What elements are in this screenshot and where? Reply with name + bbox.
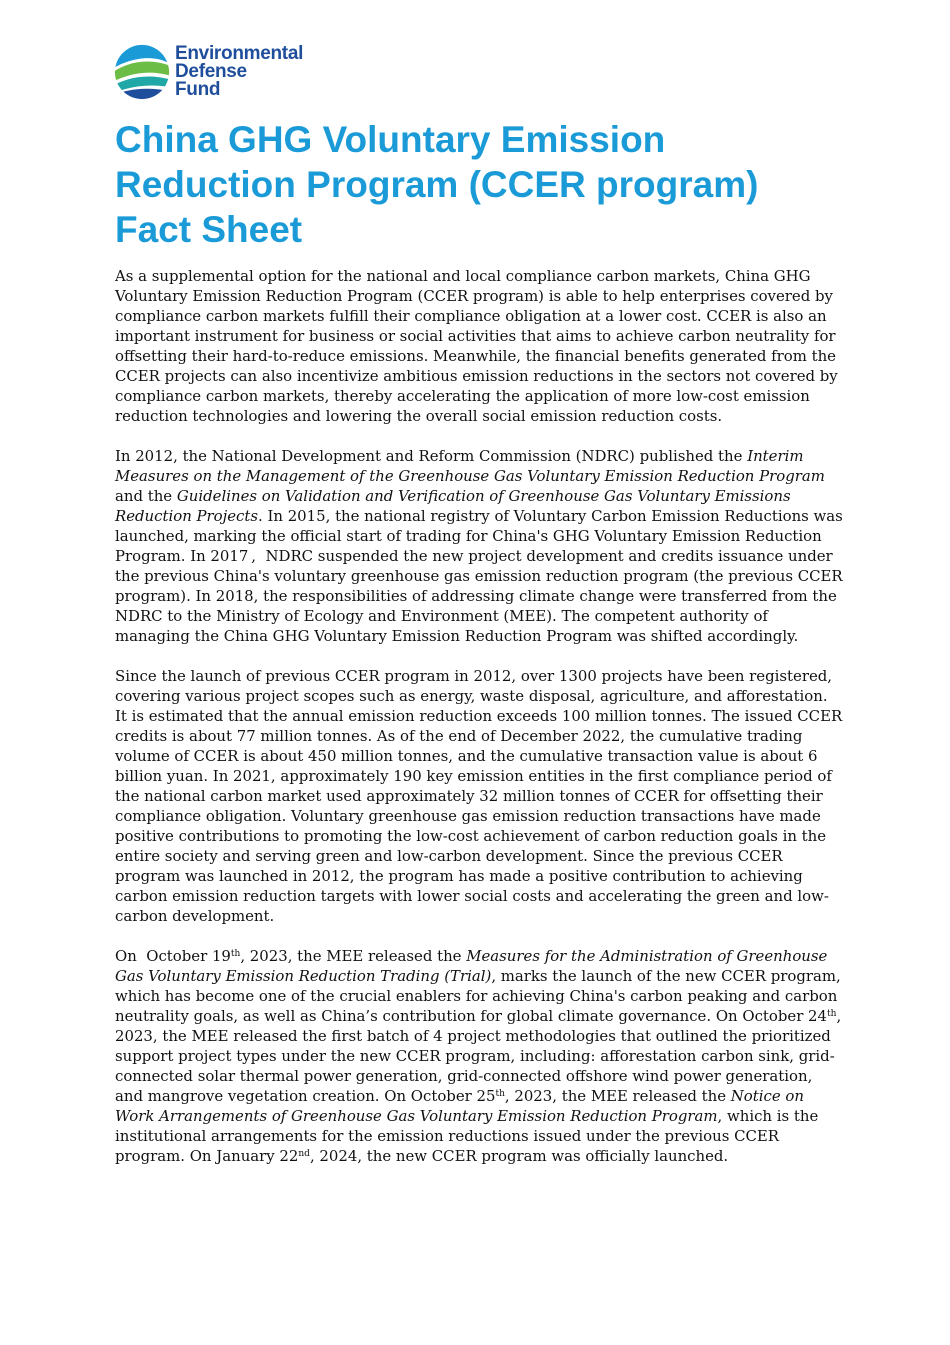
- title-line-3: Fact Sheet: [115, 209, 303, 250]
- p2-doc-title-guidelines: Guidelines on Validation and Verification of Greenhouse Gas Voluntary Emissions Reduction Projects: [115, 487, 791, 525]
- p4-sup-2: th: [827, 1009, 837, 1019]
- logo-line-2: Defense: [175, 61, 247, 82]
- paragraph-statistics: Since the launch of previous CCER program in 2012, over 1300 projects have been registered, covering various project scopes such as energy, waste disposal, agriculture, and afforestation. It is estimated that the annual emission reduction exceeds 100 million tonnes. The issued CCER credits is about 77 million tonnes. As of the end of December 2022, the cumulative trading volume of CCER is about 450 million tonnes, and the cumulative transaction value is about 6 billion yuan. In 2021, approximately 190 key emission entities in the first compliance period of the national carbon market used approximately 32 million tonnes of CCER for offsetting their compliance obligation. Voluntary greenhouse gas emission reduction transactions have made positive contributions to promoting the low-cost achievement of carbon reduction goals in the entire society and serving green and low-carbon development. Since the previous CCER program was launched in 2012, the program has made a positive contribution to achieving carbon emission reduction targets with lower social costs and accelerating the green and low-carbon development.: [115, 667, 843, 925]
- page-title: [115, 117, 875, 252]
- p4-sup-4: nd: [298, 1149, 310, 1159]
- paragraph-new-program: [115, 946, 843, 1166]
- logo-line-3: Fund: [175, 79, 221, 100]
- p4-text-a: On October 19: [115, 947, 231, 965]
- p4-doc-title-measures: Measures for the Administration of Greenhouse Gas Voluntary Emission Reduction Trading (Trial): [115, 947, 828, 985]
- p4-text-b: , 2023, the MEE released the: [240, 947, 467, 965]
- paragraph-intro: As a supplemental option for the national and local compliance carbon markets, China GHG Voluntary Emission Reduction Program (CCER program) is able to help enterprises covered by compliance carbon markets fulfill their compliance obligation at a lower cost. CCER is also an important instrument for business or social activities that aims to achieve carbon neutrality for offsetting their hard-to-reduce emissions. Meanwhile, the financial benefits generated from the CCER projects can also incentivize ambitious emission reductions in the sectors not covered by compliance carbon markets, thereby accelerating the application of more low-cost emission reduction technologies and lowering the overall social emission reduction costs.: [115, 267, 838, 425]
- p4-sup-3: th: [495, 1089, 505, 1099]
- title-line-2: Reduction Program (CCER program): [115, 164, 759, 205]
- paragraph-history: [115, 446, 843, 646]
- p4-text-d: , marks the launch of the new CCER program, which has become one of the crucial enablers for achieving China's carbon peaking and carbon neutrality goals, as well as China’s contribution for global climate governance. On October 24: [115, 967, 841, 1025]
- p4-text-f: , 2023, the MEE released the: [504, 1087, 731, 1105]
- p2-text-c: and the: [115, 487, 177, 505]
- p2-doc-title-interim-measures: Interim Measures on the Management of the Greenhouse Gas Voluntary Emission Reduction Program: [115, 447, 825, 485]
- p4-text-h: , which is the institutional arrangements for the emission reductions issued under the previous CCER program. On January 22: [115, 1107, 819, 1165]
- document-body: [115, 266, 843, 1186]
- title-line-1: China GHG Voluntary Emission: [115, 119, 666, 160]
- p2-text-e: . In 2015, the national registry of Voluntary Carbon Emission Reductions was launched, marking the official start of trading for China's GHG Voluntary Emission Reduction Program. In 2017 , NDRC suspended the new project development and credits issuance under the previous China's voluntary greenhouse gas emission reduction program (the previous CCER program). In 2018, the responsibilities of addressing climate change were transferred from the NDRC to the Ministry of Ecology and Environment (MEE). The competent authority of managing the China GHG Voluntary Emission Reduction Program was shifted accordingly.: [115, 507, 843, 645]
- p4-doc-title-notice: Notice on Work Arrangements of Greenhouse Gas Voluntary Emission Reduction Program: [115, 1087, 804, 1125]
- p4-sup-1: th: [230, 949, 241, 959]
- edf-logo-icon: [113, 43, 171, 101]
- edf-logo: [113, 42, 303, 102]
- p4-text-i: , 2024, the new CCER program was officially launched.: [309, 1147, 729, 1165]
- p2-text-a: In 2012, the National Development and Reform Commission (NDRC) published the: [115, 447, 748, 465]
- logo-line-1: Environmental: [175, 43, 304, 64]
- logo-wordmark: [175, 45, 303, 99]
- p4-text-e: , 2023, the MEE released the first batch of 4 project methodologies that outlined the prioritized support project types under the new CCER program, including: afforestation carbon sink, grid-connected solar thermal power generation, grid-connected offshore wind power generation, and mangrove vegetation creation. On October 25: [115, 1007, 842, 1105]
